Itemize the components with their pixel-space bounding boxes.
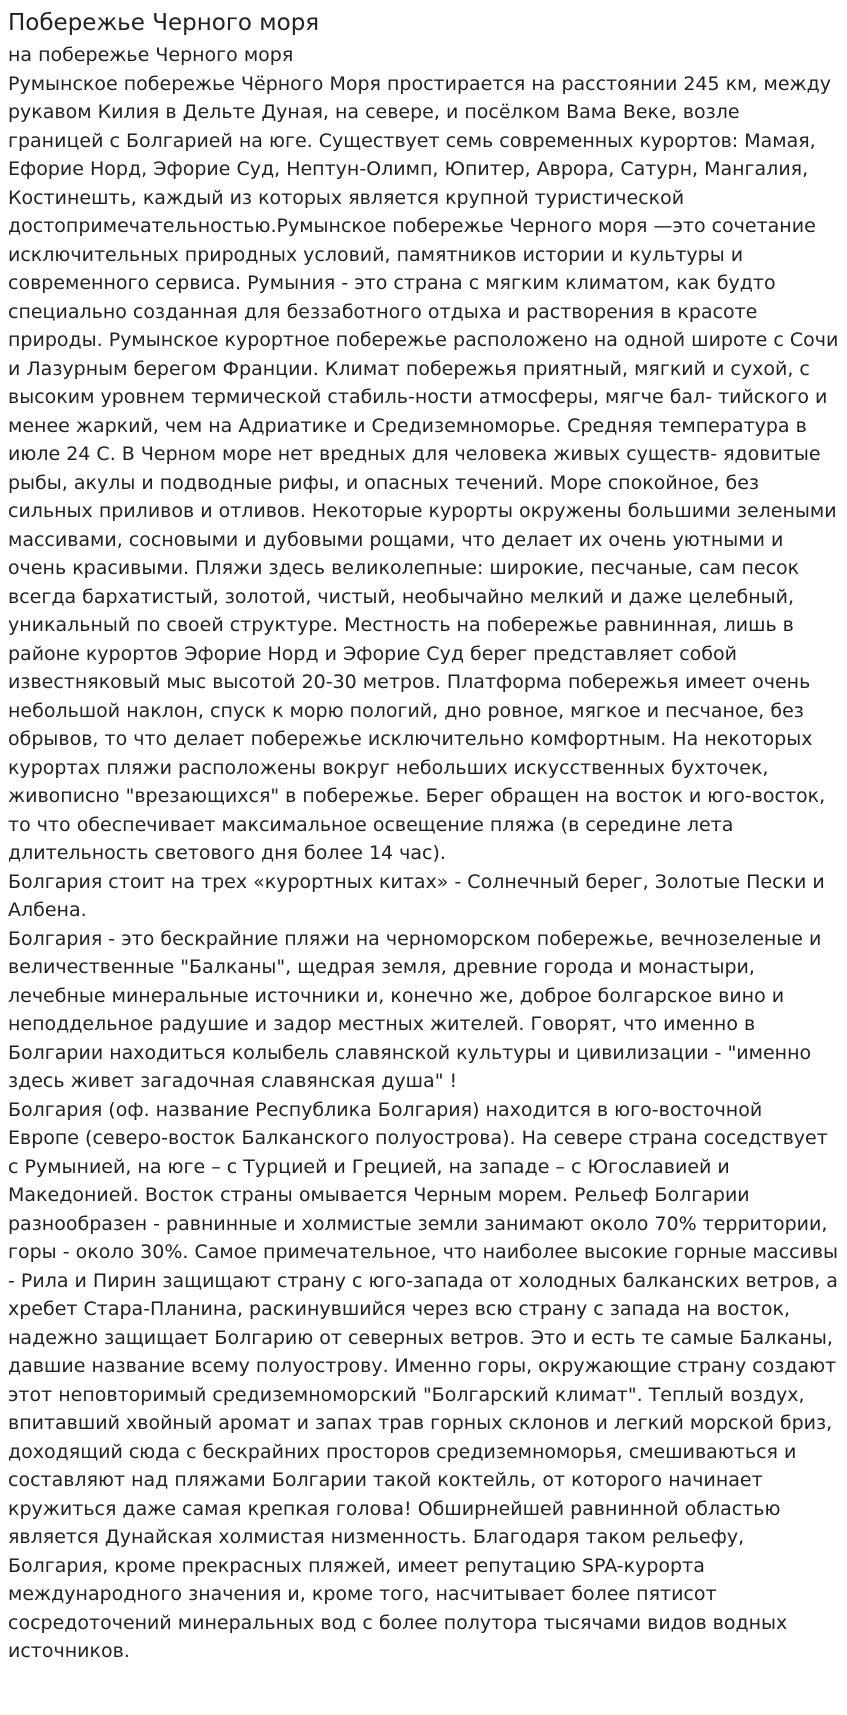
article-body bbox=[8, 41, 839, 1666]
paragraph-bulgaria-geography: Болгария (оф. название Республика Болгария) находится в юго-восточной Европе (северо-восток Балканского полуострова). На севере страна соседствует с Румынией, на юге – с Турцией и Грецией, на западе – с Югославией и Македонией. Восток страны омывается Черным морем. Рельеф Болгарии разнообразен - равнинные и холмистые земли занимают около 70% территории, горы - около 30%. Самое примечательное, что наиболее высокие горные массивы - Рила и Пирин защищают страну с юго-запада от холодных балканских ветров, а хребет Стара-Планина, раскинувшийся через всю страну с запада на восток, надежно защищает Болгарию от северных ветров. Это и есть те самые Балканы, давшие название всему полуострову. Именно горы, окружающие страну создают этот неповторимый средиземноморский "Болгарский климат". Теплый воздух, впитавший хвойный аромат и запах трав горных склонов и легкий морской бриз, доходящий сюда с бескрайних просторов средиземноморья, смешиваються и составляют над пляжами Болгарии такой коктейль, от которого начинает кружиться даже самая крепкая голова! Обширнейшей равнинной областью является Дунайская холмистая низменность. Благодаря таком рельефу, Болгария, кроме прекрасных пляжей, имеет репутацию SPA-курорта международного значения и, кроме того, насчитывает более пятисот сосредоточений минеральных вод с более полутора тысячами видов водных источников. bbox=[8, 1098, 839, 1662]
paragraph-romania-coast: Румынское побережье Чёрного Моря простирается на расстоянии 245 км, между рукавом Килия в Дельте Дуная, на севере, и посёлком Вама Веке, возле границей с Болгарией на юге. Существует семь современных курортов: Мамая, Ефорие Норд, Эфорие Суд, Нептун-Олимп, Юпитер, Аврора, Сатурн, Мангалия, Костинешть, каждый из которых является крупной туристической достопримечательностью.Румынское побережье Черного моря —это сочетание исключительных природных условий, памятников истории и культуры и современного сервиса. Румыния - это страна с мягким климатом, как будто специально созданная для беззаботного отдыха и растворения в красоте природы. Румынское курортное побережье расположено на одной широте с Сочи и Лазурным берегом Франции. Климат побережья приятный, мягкий и сухой, с высоким уровнем термической стабиль-ности атмосферы, мягче бал- тийского и менее жаркий, чем на Адриатике и Средиземноморье. Средняя температура в июле 24 С. В Черном море нет вредных для человека живых существ- ядовитые рыбы, акулы и подводные рифы, и опасных течений. Море спокойное, без сильных приливов и отливов. Некоторые курорты окружены большими зелеными массивами, сосновыми и дубовыми рощами, что делает их очень уютными и очень красивыми. Пляжи здесь великолепные: широкие, песчаные, сам песок всегда бархатистый, золотой, чистый, необычайно мелкий и даже целебный, уникальный по своей структуре. Местность на побережье равнинная, лишь в районе курортов Эфорие Норд и Эфорие Суд берег представляет собой известняковый мыс высотой 20-30 метров. Платформа побережья имеет очень небольшой наклон, спуск к морю пологий, дно ровное, мягкое и песчаное, без обрывов, то что делает побережье исключительно комфортным. На некоторых курортах пляжи расположены вокруг небольших искусственных бухточек, живописно "врезающихся" в побережье. Берег обращен на восток и юго-восток, то что обеспечивает максимальное освещение пляжа (в середине лета длительность светового дня более 14 час). bbox=[8, 72, 839, 864]
page-title: Побережье Черного моря bbox=[8, 10, 320, 36]
article-subtitle: на побережье Черного моря bbox=[8, 44, 294, 66]
paragraph-bulgaria-resorts: Болгария стоит на трех «курортных китах» - Солнечный берег, Золотые Пески и Албена. bbox=[8, 870, 825, 921]
paragraph-bulgaria-overview: Болгария - это бескрайние пляжи на черноморском побережье, вечнозеленые и величественные "Балканы", щедрая земля, древние города и монастыри, лечебные минеральные источники и, конечно же, доброе болгарское вино и неподдельное радушие и задор местных жителей. Говорят, что именно в Болгарии находиться колыбель славянской культуры и цивилизации - "именно здесь живет загадочная славянская душа" ! bbox=[8, 927, 822, 1092]
